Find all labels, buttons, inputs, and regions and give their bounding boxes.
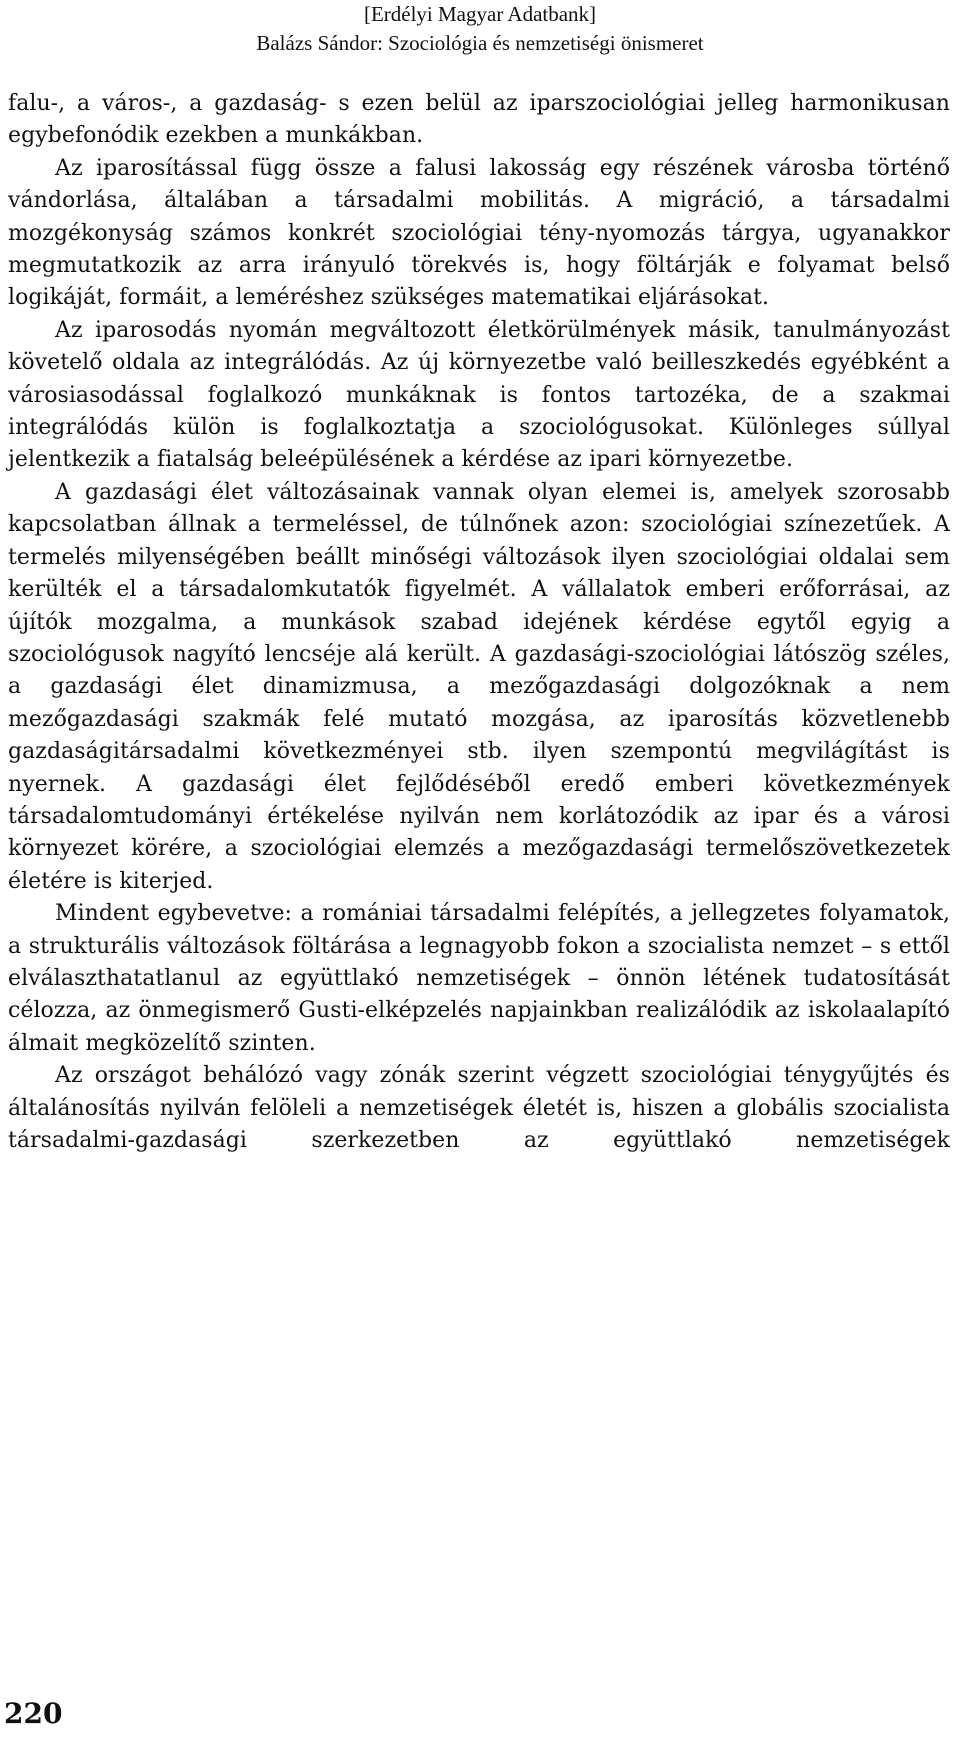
page-number: 220 (4, 1697, 63, 1730)
paragraph-1: falu-, a város-, a gazdaság- s ezen belül az iparszociológiai jelleg harmonikusan egybefonódik ezekben a munkákban. (8, 91, 950, 149)
page-header (0, 0, 960, 58)
paragraph-5: Mindent egybevetve: a romániai társadalmi felépítés, a jellegzetes folyamatok, a strukturális változások föltárása a legnagyobb fokon a szocialista nemzet – s ettől elválaszthatatlanul az együttlakó nemzetiségek – önnön létének tudatosítását célozza, az önmegismerő Gusti-elképzelés napjainkban realizálódik az iskolaalapító álmait megközelítő szinten. (8, 901, 950, 1056)
header-source: [Erdélyi Magyar Adatbank] (363, 2, 597, 26)
paragraph-4: A gazdasági élet változásainak vannak olyan elemei is, amelyek szorosabb kapcsolatban állnak a termeléssel, de túlnőnek azon: szociológiai színezetűek. A termelés milyenségében beállt minőségi változások ilyen szociológiai oldalai sem kerülték el a társadalomkutatók figyelmét. A vállalatok emberi erőforrásai, az újítók mozgalma, a munkások szabad idejének kérdése egytől egyig a szociológusok nagyító lencséje alá került. A gazdasági-szociológiai látószög széles, a gazdasági élet dinamizmusa, a mezőgazdasági dolgozóknak a nem mezőgazdasági szakmák felé mutató mozgása, az iparosítás közvetlenebb gazdaságitársadalmi következményei stb. ilyen szempontú megvilágítást is nyernek. A gazdasági élet fejlődéséből eredő emberi következmények társadalomtudományi értékelése nyilván nem korlátozódik az ipar és a városi környezet körére, a szociológiai elemzés a mezőgazdasági termelőszövetkezetek életére is kiterjed. (8, 479, 950, 894)
paragraph-3: Az iparosodás nyomán megváltozott életkörülmények másik, tanulmányozást követelő oldala az integrálódás. Az új környezetbe való beilleszkedés egyébként a városiasodással foglalkozó munkáknak is fontos tartozéka, de a szakmai integrálódás külön is foglalkoztatja a szociológusokat. Különleges súllyal jelentkezik a fiatalság beleépülésének a kérdése az ipari környezetbe. (8, 317, 950, 473)
paragraph-2: Az iparosítással függ össze a falusi lakosság egy részének városba történő vándorlása, általában a társadalmi mobilitás. A migráció, a társadalmi mozgékonyság számos konkrét szociológiai tény-nyomozás tárgya, ugyanakkor megmutatkozik az arra irányuló törekvés is, hogy föltárják e folyamat belső logikáját, formáit, a leméréshez szükséges matematikai eljárásokat. (8, 155, 950, 311)
paragraph-6: Az országot behálózó vagy zónák szerint végzett szociológiai ténygyűjtés és általánosítás nyilván felöleli a nemzetiségek életét is, hiszen a globális szocialista társadalmi-gazdasági szerkezetben az együttlakó nemzetiségek (8, 1063, 950, 1153)
body-text (8, 88, 950, 1157)
header-citation: Balázs Sándor: Szociológia és nemzetiségi önismeret (256, 31, 704, 55)
